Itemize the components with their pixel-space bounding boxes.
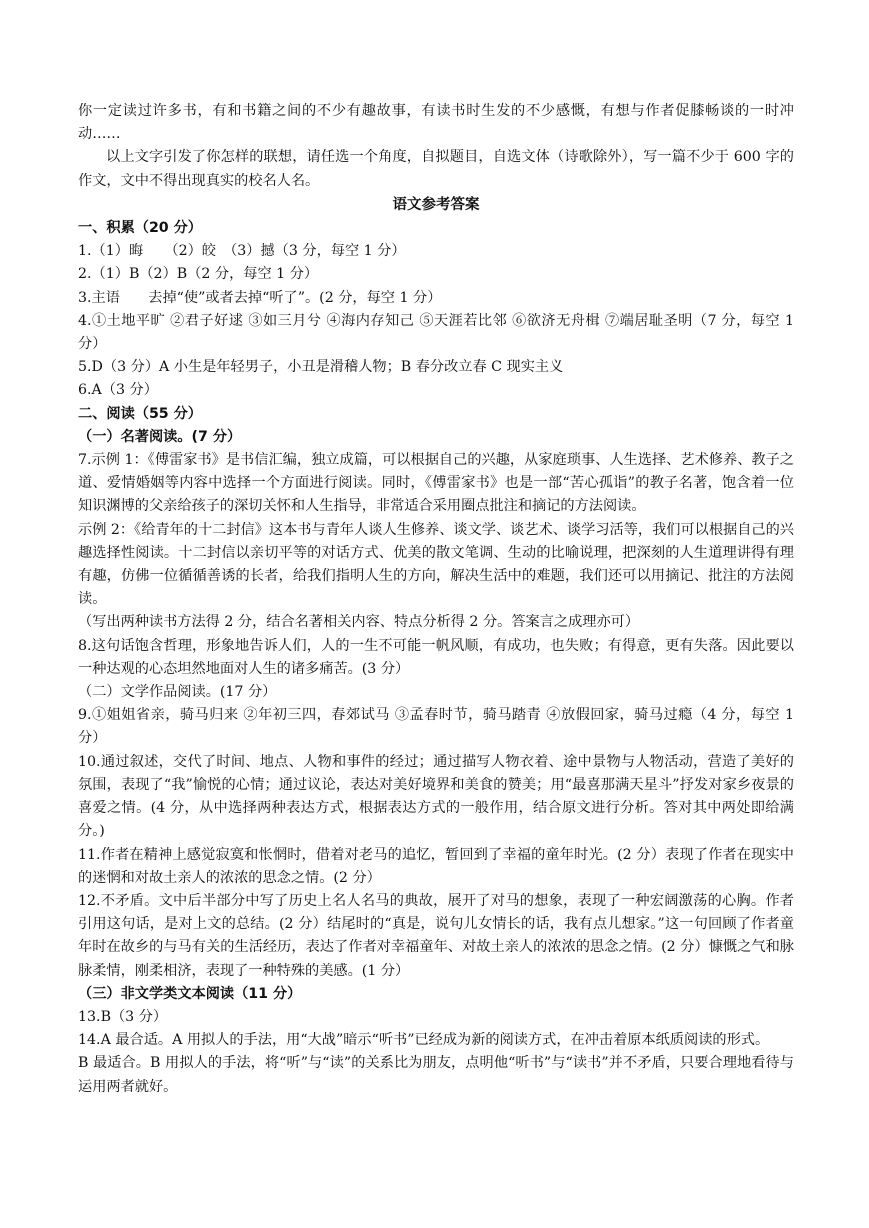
answer-item: 1.（1）晦 （2）皎 （3）撼（3 分，每空 1 分） (78, 243, 406, 260)
answer-item: 5.D（3 分）A 小生是年轻男子，小丑是滑稽人物；B 春分改立春 C 现实主义 (78, 359, 564, 376)
prompt-paragraph-1: 你一定读过许多书，有和书籍之间的不少有趣故事，有读书时生发的不少感慨，有想与作者促膝畅谈的一时冲动…… (78, 103, 794, 143)
answer-item: 6.A（3 分） (78, 382, 158, 399)
answer-item: 9.①姐姐省亲，骑马归来 ②年初三四，春郊试马 ③孟春时节，骑马踏青 ④放假回家，骑马过瘾（4 分，每空 1 分） (78, 707, 794, 747)
answer-item: （写出两种读书方法得 2 分，结合名著相关内容、特点分析得 2 分。答案言之成理亦可） (78, 614, 640, 631)
answer-title: 语文参考答案 (392, 196, 480, 213)
answer-item: 示例 2：《给青年的十二封信》这本书与青年人谈人生修养、谈文学、谈艺术、谈学习活等，我们可以根据自己的兴趣选择性阅读。十二封信以亲切平等的对话方式、优美的散文笔调、生动的比喻说理，把深刻的人生道理讲得有理有趣，仿佛一位循循善诱的长者，给我们指明人生的方向，解决生活中的难题，我们还可以用摘记、批注的方法阅读。 (78, 521, 794, 608)
answer-item: 7.示例 1：《傅雷家书》是书信汇编，独立成篇，可以根据自己的兴趣，从家庭琐事、人生选择、艺术修养、教子之道、爱情婚姻等内容中选择一个方面进行阅读。同时，《傅雷家书》也是一部“苦心孤诣”的教子名著，饱含着一位知识渊博的父亲给孩子的深切关怀和人生指导，非常适合采用圈点批注和摘记的方法阅读。 (78, 452, 794, 515)
answer-item: 12.不矛盾。文中后半部分中写了历史上名人名马的典故，展开了对马的想象，表现了一种宏阔激荡的心胸。作者引用这句话，是对上文的总结。(2 分）结尾时的“真是，说句儿女情长的话，我有点儿想家。”这一句回顾了作者童年时在故乡的与马有关的生活经历，表达了作者对幸福童年、对故土亲人的浓浓的思念之情。(2 分）慷慨之气和脉脉柔情，刚柔相济，表现了一种特殊的美感。(1 分） (78, 892, 794, 979)
answer-item: 2.（1）B（2）B（2 分，每空 1 分） (78, 266, 319, 283)
answer-item: 3.主语 去掉“使”或者去掉“听了”。(2 分，每空 1 分） (78, 289, 442, 306)
subsection-3-heading: （三）非文学类文本阅读（11 分） (78, 985, 302, 1002)
answer-item: 14.A 最合适。A 用拟人的手法，用“大战”暗示“听书”已经成为新的阅读方式，在冲击着原本纸质阅读的形式。 (78, 1032, 770, 1049)
answer-item: 11.作者在精神上感觉寂寞和怅惘时，借着对老马的追忆，暂回到了幸福的童年时光。(2 分）表现了作者在现实中的迷惘和对故土亲人的浓浓的思念之情。(2 分） (78, 846, 794, 886)
document-page (78, 100, 794, 1099)
subsection-1-heading: （一）名著阅读。(7 分） (78, 428, 242, 445)
section-2-heading: 二、阅读（55 分） (78, 405, 202, 422)
answer-item: 8.这句话饱含哲理，形象地告诉人们，人的一生不可能一帆风顺，有成功，也失败；有得意，更有失落。因此要以一种达观的心态坦然地面对人生的诸多痛苦。(3 分） (78, 637, 794, 677)
subsection-2-heading: （二）文学作品阅读。(17 分） (78, 684, 277, 701)
answer-item: 13.B（3 分） (78, 1008, 168, 1025)
prompt-paragraph-2: 以上文字引发了你怎样的联想，请任选一个角度，自拟题目，自选文体（诗歌除外），写一篇不少于 600 字的作文，文中不得出现真实的校名人名。 (78, 149, 794, 189)
answer-item: B 最适合。B 用拟人的手法，将“听”与“读”的关系比为朋友，点明他“听书”与“读书”并不矛盾，只要合理地看待与运用两者就好。 (78, 1055, 794, 1095)
section-1-heading: 一、积累（20 分） (78, 220, 202, 237)
answer-item: 10.通过叙述，交代了时间、地点、人物和事件的经过；通过描写人物衣着、途中景物与人物活动，营造了美好的氛围，表现了“我”愉悦的心情；通过议论，表达对美好境界和美食的赞美；用“最喜那满天星斗”抒发对家乡夜景的喜爱之情。(4 分，从中选择两种表达方式，根据表达方式的一般作用，结合原文进行分析。答对其中两处即给满分。) (78, 753, 794, 840)
answer-item: 4.①土地平旷 ②君子好逑 ③如三月兮 ④海内存知己 ⑤天涯若比邻 ⑥欲济无舟楫 ⑦端居耻圣明（7 分，每空 1 分） (78, 312, 794, 353)
